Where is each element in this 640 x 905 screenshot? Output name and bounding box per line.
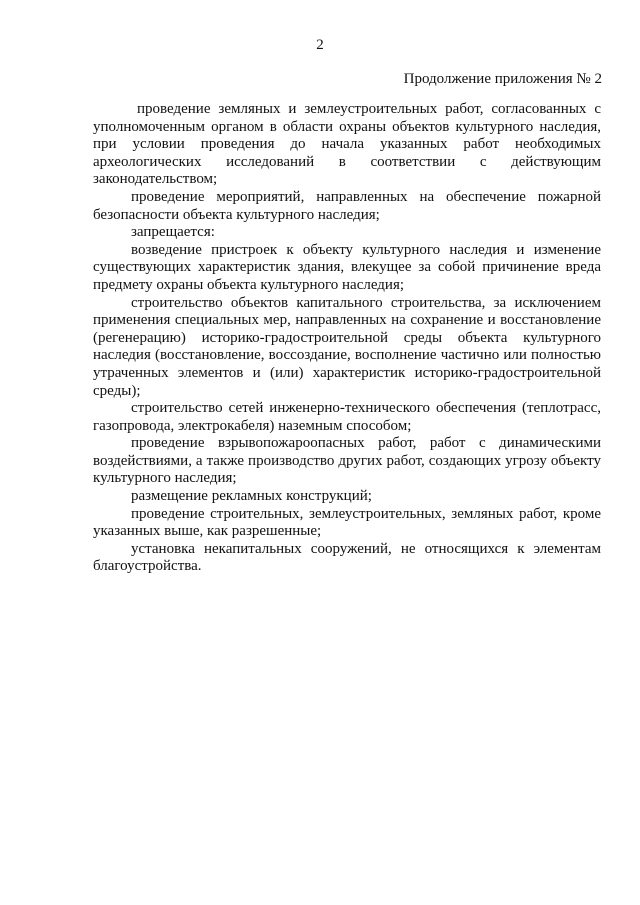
paragraph: установка некапитальных сооружений, не относящихся к элементам благоустройства. bbox=[93, 540, 601, 575]
paragraph: строительство объектов капитального строительства, за исключением применения специальных мер, направленных на сохранение и восстановление (регенерацию) историко-градостроительной среды объекта культурного наследия (восстановление, воссоздание, восполнение частично или полностью утраченных элементов и (или) характеристик историко-градостроительной среды); bbox=[93, 294, 601, 399]
paragraph: строительство сетей инженерно-технического обеспечения (теплотрасс, газопровода, электрокабеля) наземным способом; bbox=[93, 400, 601, 434]
paragraph: возведение пристроек к объекту культурного наследия и изменение существующих характеристик здания, влекущее за собой причинение вреда предмету охраны объекта культурного наследия; bbox=[93, 241, 601, 293]
paragraph: проведение строительных, землеустроительных, земляных работ, кроме указанных выше, как разрешенные; bbox=[93, 505, 601, 540]
body-text bbox=[93, 101, 601, 576]
paragraph: проведение взрывопожароопасных работ, работ с динамическими воздействиями, а также производство других работ, создающих угрозу объекту культурного наследия; bbox=[93, 435, 601, 487]
paragraph: проведение земляных и землеустроительных работ, согласованных с уполномоченным органом в области охраны объектов культурного наследия, при условии проведения до начала указанных работ необходимых археологических исследований в соответствии с действующим законодательством; bbox=[93, 101, 601, 188]
paragraph: проведение мероприятий, направленных на обеспечение пожарной безопасности объекта культурного наследия; bbox=[93, 188, 601, 223]
continuation-header: Продолжение приложения № 2 bbox=[403, 71, 602, 87]
page-number: 2 bbox=[316, 37, 324, 53]
paragraph: размещение рекламных конструкций; bbox=[131, 488, 372, 505]
paragraph: запрещается: bbox=[131, 224, 215, 241]
